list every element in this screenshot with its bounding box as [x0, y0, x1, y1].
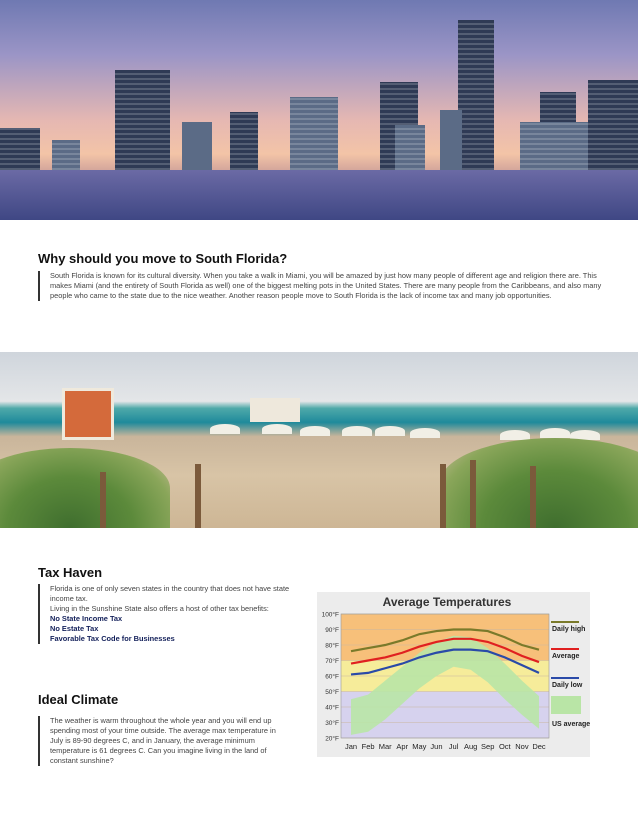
temperature-chart-svg	[317, 592, 590, 757]
tax-item: No State Income Tax	[50, 614, 123, 623]
legend-label: Average	[552, 653, 580, 660]
legend-label: US average	[552, 721, 590, 728]
miami-skyline-photo	[0, 0, 638, 220]
x-tick-label: Sep	[481, 742, 495, 751]
x-tick-label: Aug	[463, 742, 478, 751]
climate-paragraph: The weather is warm throughout the whole year and you will end up spending most of your time outside. The average max temperature in July is 89-90 degrees C, and in January, the average minimum temperature is 61 degrees C. Can you imagine living in the land of constant sunshine?	[38, 716, 285, 766]
y-tick-label: 40°F	[325, 704, 339, 712]
x-tick-label: Dec	[532, 742, 546, 751]
x-tick-label: Jul	[448, 742, 459, 751]
x-tick-label: Oct	[498, 742, 511, 751]
tax-block	[38, 584, 305, 644]
tax-line-1: Florida is one of only seven states in the country that does not have state income tax.	[50, 584, 290, 603]
chart-title: Average Temperatures	[382, 595, 512, 609]
temperature-chart	[317, 592, 590, 757]
y-tick-label: 100°F	[321, 611, 339, 619]
x-tick-label: Apr	[396, 742, 409, 751]
climate-heading: Ideal Climate	[38, 692, 119, 707]
y-tick-label: 20°F	[325, 735, 339, 743]
y-tick-label: 90°F	[325, 627, 339, 634]
y-tick-label: 50°F	[325, 689, 339, 696]
y-tick-label: 70°F	[325, 658, 339, 665]
x-tick-label: Feb	[361, 742, 375, 751]
x-tick-label: Nov	[515, 742, 529, 751]
tax-line-2: Living in the Sunshine State also offers a host of other tax benefits:	[50, 604, 269, 613]
intro-paragraph: South Florida is known for its cultural diversity. When you take a walk in Miami, you will be amazed by just how many people of different age and religion there are. This makes Miami (and the entirety of South Florida as well) one of the biggest melting pots in the United States. There are many people from the Caribbeans, and also many people who came to the state due to the nice weather. Another reason people move to South Florida is the lack of income tax and many job opportunities.	[38, 271, 610, 301]
tax-heading: Tax Haven	[38, 565, 103, 580]
legend-label: Daily high	[552, 626, 586, 633]
x-tick-label: Mar	[378, 742, 392, 751]
tax-item: No Estate Tax	[50, 624, 99, 633]
y-tick-label: 30°F	[325, 720, 339, 727]
legend-swatch-band	[551, 696, 581, 714]
legend-label: Daily low	[552, 682, 583, 689]
beach-photo	[0, 352, 638, 528]
x-tick-label: May	[412, 742, 427, 751]
x-tick-label: Jan	[344, 742, 358, 751]
y-tick-label: 80°F	[325, 642, 339, 650]
x-tick-label: Jun	[430, 742, 443, 751]
intro-heading: Why should you move to South Florida?	[38, 251, 288, 266]
y-tick-label: 60°F	[325, 673, 339, 681]
tax-item: Favorable Tax Code for Businesses	[50, 634, 175, 643]
